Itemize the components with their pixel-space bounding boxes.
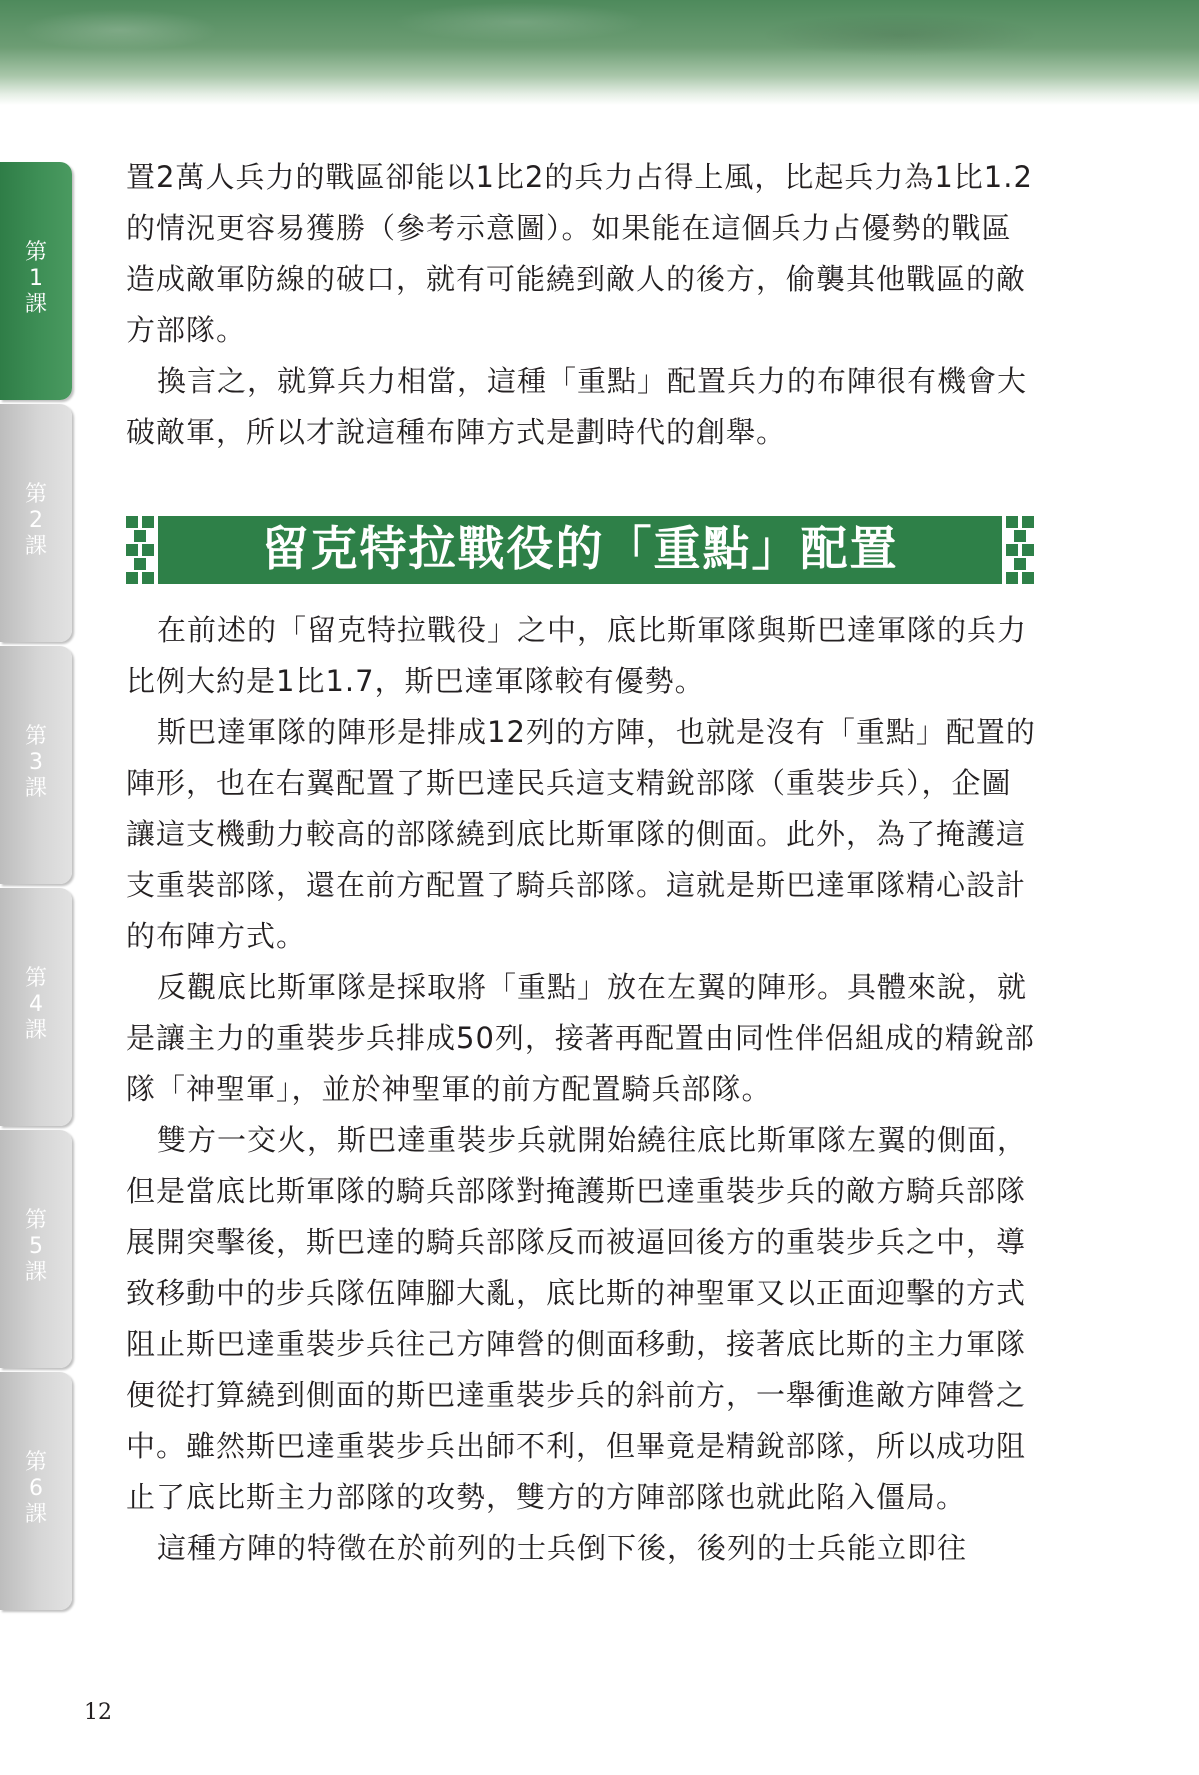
body-paragraph: 換言之，就算兵力相當，這種「重點」配置兵力的布陣很有機會大破敵軍，所以才說這種布陣方式是劃時代的創舉。	[126, 364, 1028, 449]
body-paragraph: 在前述的「留克特拉戰役」之中，底比斯軍隊與斯巴達軍隊的兵力比例大約是1比1.7，斯巴達軍隊較有優勢。	[126, 613, 1028, 698]
page-number: 12	[84, 1700, 112, 1725]
chapter-tab-label: 第 4 課	[24, 966, 47, 1043]
intro-text	[126, 152, 1036, 458]
section-heading	[126, 514, 1034, 586]
section-title: 留克特拉戰役的「重點」配置	[261, 522, 899, 577]
chapter-tab-4[interactable]	[0, 888, 72, 1126]
body-paragraph: 斯巴達軍隊的陣形是排成12列的方陣，也就是沒有「重點」配置的陣形，也在右翼配置了斯巴達民兵這支精銳部隊（重裝步兵），企圖讓這支機動力較高的部隊繞到底比斯軍隊的側面。此外，為了掩護這支重裝部隊，還在前方配置了騎兵部隊。這就是斯巴達軍隊精心設計的布陣方式。	[126, 715, 1036, 953]
checker-decoration-right	[1006, 516, 1034, 584]
chapter-tab-label: 第 2 課	[24, 482, 47, 559]
chapter-tab-label: 第 5 課	[24, 1208, 47, 1285]
chapter-tab-5[interactable]	[0, 1130, 72, 1368]
chapter-tab-label: 第 3 課	[24, 724, 47, 801]
chapter-tab-2[interactable]	[0, 404, 72, 642]
body-paragraph: 反觀底比斯軍隊是採取將「重點」放在左翼的陣形。具體來說，就是讓主力的重裝步兵排成50列，接著再配置由同性伴侶組成的精銳部隊「神聖軍」，並於神聖軍的前方配置騎兵部隊。	[126, 970, 1035, 1106]
checker-decoration-left	[126, 516, 154, 584]
top-banner	[0, 0, 1199, 105]
body-paragraph: 這種方陣的特徵在於前列的士兵倒下後，後列的士兵能立即往	[157, 1531, 968, 1565]
chapter-tab-label: 第 1 課	[24, 240, 47, 317]
chapter-tabs	[0, 162, 74, 1614]
chapter-tab-3[interactable]	[0, 646, 72, 884]
chapter-tab-1[interactable]	[0, 162, 72, 400]
body-paragraph: 置2萬人兵力的戰區卻能以1比2的兵力占得上風，比起兵力為1比1.2的情況更容易獲勝（參考示意圖）。如果能在這個兵力占優勢的戰區造成敵軍防線的破口，就有可能繞到敵人的後方，偷襲其他戰區的敵方部隊。	[126, 160, 1033, 347]
body-paragraph: 雙方一交火，斯巴達重裝步兵就開始繞往底比斯軍隊左翼的側面，但是當底比斯軍隊的騎兵部隊對掩護斯巴達重裝步兵的敵方騎兵部隊展開突擊後，斯巴達的騎兵部隊反而被逼回後方的重裝步兵之中，導致移動中的步兵隊伍陣腳大亂，底比斯的神聖軍又以正面迎擊的方式阻止斯巴達重裝步兵往己方陣營的側面移動，接著底比斯的主力軍隊便從打算繞到側面的斯巴達重裝步兵的斜前方，一舉衝進敵方陣營之中。雖然斯巴達重裝步兵出師不利，但畢竟是精銳部隊，所以成功阻止了底比斯主力部隊的攻勢，雙方的方陣部隊也就此陷入僵局。	[126, 1123, 1028, 1514]
chapter-tab-label: 第 6 課	[24, 1450, 47, 1527]
chapter-tab-6[interactable]	[0, 1372, 72, 1610]
section-text	[126, 605, 1036, 1574]
